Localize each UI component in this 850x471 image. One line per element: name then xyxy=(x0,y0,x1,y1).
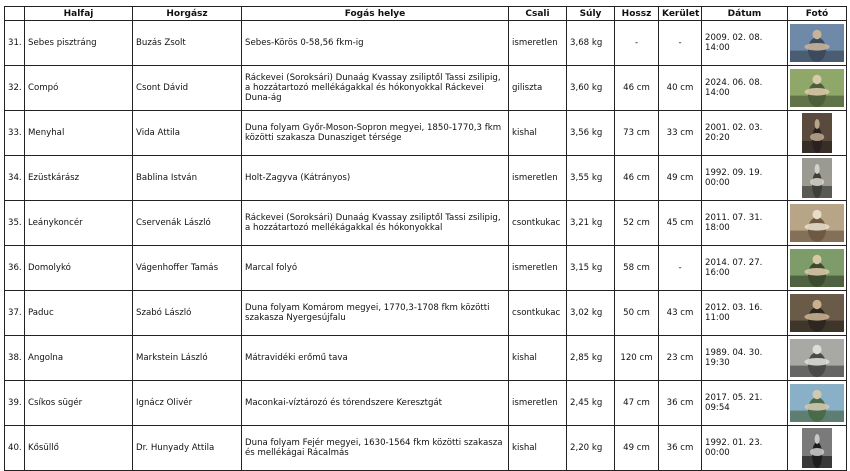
location-cell: Duna folyam Győr-Moson-Sopron megyei, 1850-1770,3 fkm közötti szakasza Dunasziget térsége xyxy=(242,111,509,156)
location-cell: Ráckevei (Soroksári) Dunaág Kvassay zsiliptől Tassi zsilipig, a hozzátartozó mellékágakkal és hókonyokkal Ráckevei Duna-ág xyxy=(242,66,509,111)
photo-cell xyxy=(788,156,847,201)
weight-header: Súly xyxy=(567,7,615,21)
header-row xyxy=(5,7,847,21)
location-cell: Holt-Zagyva (Kátrányos) xyxy=(242,156,509,201)
bait-cell: kishal xyxy=(509,336,567,381)
girth-cell: - xyxy=(659,246,702,291)
angler-cell: Csont Dávid xyxy=(133,66,242,111)
table-row xyxy=(5,156,847,201)
weight-cell: 2,45 kg xyxy=(567,381,615,426)
photo-cell xyxy=(788,66,847,111)
bait-cell: ismeretlen xyxy=(509,21,567,66)
bait-header: Csali xyxy=(509,7,567,21)
photo-cell xyxy=(788,201,847,246)
weight-cell: 3,55 kg xyxy=(567,156,615,201)
date-cell: 2009. 02. 08. 14:00 xyxy=(702,21,788,66)
girth-cell: 45 cm xyxy=(659,201,702,246)
length-cell: 47 cm xyxy=(615,381,659,426)
girth-cell: 40 cm xyxy=(659,66,702,111)
table-row xyxy=(5,246,847,291)
girth-cell: 36 cm xyxy=(659,381,702,426)
rank-cell: 36. xyxy=(5,246,25,291)
location-cell: Duna folyam Fejér megyei, 1630-1564 fkm közötti szakasza és mellékágai Rácalmás xyxy=(242,426,509,471)
table-row xyxy=(5,336,847,381)
table-row xyxy=(5,426,847,471)
length-cell: 52 cm xyxy=(615,201,659,246)
girth-cell: 33 cm xyxy=(659,111,702,156)
species-cell: Menyhal xyxy=(25,111,133,156)
species-cell: Kősüllő xyxy=(25,426,133,471)
girth-cell: 43 cm xyxy=(659,291,702,336)
girth-cell: 36 cm xyxy=(659,426,702,471)
date-cell: 2014. 07. 27. 16:00 xyxy=(702,246,788,291)
weight-cell: 3,15 kg xyxy=(567,246,615,291)
girth-cell: 23 cm xyxy=(659,336,702,381)
table-row xyxy=(5,66,847,111)
rank-cell: 38. xyxy=(5,336,25,381)
length-cell: 46 cm xyxy=(615,66,659,111)
species-cell: Csíkos sügér xyxy=(25,381,133,426)
bait-cell: kishal xyxy=(509,426,567,471)
photo-cell xyxy=(788,336,847,381)
rank-cell: 33. xyxy=(5,111,25,156)
location-cell: Marcal folyó xyxy=(242,246,509,291)
date-cell: 1989. 04. 30. 19:30 xyxy=(702,336,788,381)
girth-cell: 49 cm xyxy=(659,156,702,201)
weight-cell: 3,68 kg xyxy=(567,21,615,66)
rank-header xyxy=(5,7,25,21)
length-cell: 120 cm xyxy=(615,336,659,381)
angler-cell: Szabó László xyxy=(133,291,242,336)
location-cell: Maconkai-víztározó és tórendszere Keresztgát xyxy=(242,381,509,426)
photo-angler-holding-fish-icon[interactable] xyxy=(790,24,844,62)
bait-cell: csontkukac xyxy=(509,201,567,246)
angler-cell: Buzás Zsolt xyxy=(133,21,242,66)
species-cell: Ezüstkárász xyxy=(25,156,133,201)
bait-cell: kishal xyxy=(509,111,567,156)
species-cell: Paduc xyxy=(25,291,133,336)
bait-cell: ismeretlen xyxy=(509,156,567,201)
angler-cell: Dr. Hunyady Attila xyxy=(133,426,242,471)
species-cell: Domolykó xyxy=(25,246,133,291)
location-cell: Duna folyam Komárom megyei, 1770,3-1708 fkm közötti szakasza Nyergesújfalu xyxy=(242,291,509,336)
photo-angler-holding-fish-icon[interactable] xyxy=(790,204,844,242)
rank-cell: 37. xyxy=(5,291,25,336)
bait-cell: ismeretlen xyxy=(509,246,567,291)
date-cell: 2011. 07. 31. 18:00 xyxy=(702,201,788,246)
rank-cell: 35. xyxy=(5,201,25,246)
angler-cell: Vida Attila xyxy=(133,111,242,156)
angler-cell: Vágenhoffer Tamás xyxy=(133,246,242,291)
photo-angler-holding-fish-icon[interactable] xyxy=(790,384,844,422)
length-cell: 49 cm xyxy=(615,426,659,471)
species-cell: Compó xyxy=(25,66,133,111)
bait-cell: ismeretlen xyxy=(509,381,567,426)
photo-cell xyxy=(788,381,847,426)
girth-header: Kerület xyxy=(659,7,702,21)
photo-angler-holding-fish-icon[interactable] xyxy=(790,69,844,107)
length-cell: 73 cm xyxy=(615,111,659,156)
weight-cell: 3,56 kg xyxy=(567,111,615,156)
table-body xyxy=(5,21,847,471)
weight-cell: 2,85 kg xyxy=(567,336,615,381)
length-header: Hossz xyxy=(615,7,659,21)
table-row xyxy=(5,21,847,66)
photo-cell xyxy=(788,21,847,66)
bait-cell: csontkukac xyxy=(509,291,567,336)
angler-cell: Markstein László xyxy=(133,336,242,381)
angler-cell: Cservenák László xyxy=(133,201,242,246)
species-cell: Leánykoncér xyxy=(25,201,133,246)
angler-cell: Ignácz Olivér xyxy=(133,381,242,426)
length-cell: 46 cm xyxy=(615,156,659,201)
photo-cell xyxy=(788,291,847,336)
rank-cell: 40. xyxy=(5,426,25,471)
girth-cell: - xyxy=(659,21,702,66)
photo-cell xyxy=(788,111,847,156)
weight-cell: 3,21 kg xyxy=(567,201,615,246)
date-cell: 1992. 01. 23. 00:00 xyxy=(702,426,788,471)
species-cell: Angolna xyxy=(25,336,133,381)
weight-cell: 3,60 kg xyxy=(567,66,615,111)
rank-cell: 31. xyxy=(5,21,25,66)
table-row xyxy=(5,291,847,336)
photo-angler-holding-fish-icon[interactable] xyxy=(802,113,832,153)
photo-angler-holding-fish-icon[interactable] xyxy=(790,294,844,332)
weight-cell: 2,20 kg xyxy=(567,426,615,471)
length-cell: - xyxy=(615,21,659,66)
location-header: Fogás helye xyxy=(242,7,509,21)
angler-header: Horgász xyxy=(133,7,242,21)
bait-cell: giliszta xyxy=(509,66,567,111)
length-cell: 50 cm xyxy=(615,291,659,336)
photo-header: Fotó xyxy=(788,7,847,21)
date-header: Dátum xyxy=(702,7,788,21)
table-row xyxy=(5,111,847,156)
catch-records-table xyxy=(4,6,847,471)
rank-cell: 39. xyxy=(5,381,25,426)
photo-cell xyxy=(788,246,847,291)
rank-cell: 32. xyxy=(5,66,25,111)
length-cell: 58 cm xyxy=(615,246,659,291)
date-cell: 2012. 03. 16. 11:00 xyxy=(702,291,788,336)
photo-cell xyxy=(788,426,847,471)
date-cell: 2001. 02. 03. 20:20 xyxy=(702,111,788,156)
species-header: Halfaj xyxy=(25,7,133,21)
date-cell: 1992. 09. 19. 00:00 xyxy=(702,156,788,201)
location-cell: Ráckevei (Soroksári) Dunaág Kvassay zsiliptől Tassi zsilipig, a hozzátartozó mellékágakkal és hókonyokkal xyxy=(242,201,509,246)
table-row xyxy=(5,201,847,246)
photo-angler-holding-fish-icon[interactable] xyxy=(802,428,832,468)
location-cell: Mátravidéki erőmű tava xyxy=(242,336,509,381)
photo-angler-holding-fish-icon[interactable] xyxy=(790,249,844,287)
species-cell: Sebes pisztráng xyxy=(25,21,133,66)
date-cell: 2024. 06. 08. 14:00 xyxy=(702,66,788,111)
table-row xyxy=(5,381,847,426)
date-cell: 2017. 05. 21. 09:54 xyxy=(702,381,788,426)
angler-cell: Bablina István xyxy=(133,156,242,201)
photo-angler-holding-fish-icon[interactable] xyxy=(790,339,844,377)
location-cell: Sebes-Körös 0-58,56 fkm-ig xyxy=(242,21,509,66)
weight-cell: 3,02 kg xyxy=(567,291,615,336)
photo-angler-holding-fish-icon[interactable] xyxy=(802,158,832,198)
rank-cell: 34. xyxy=(5,156,25,201)
